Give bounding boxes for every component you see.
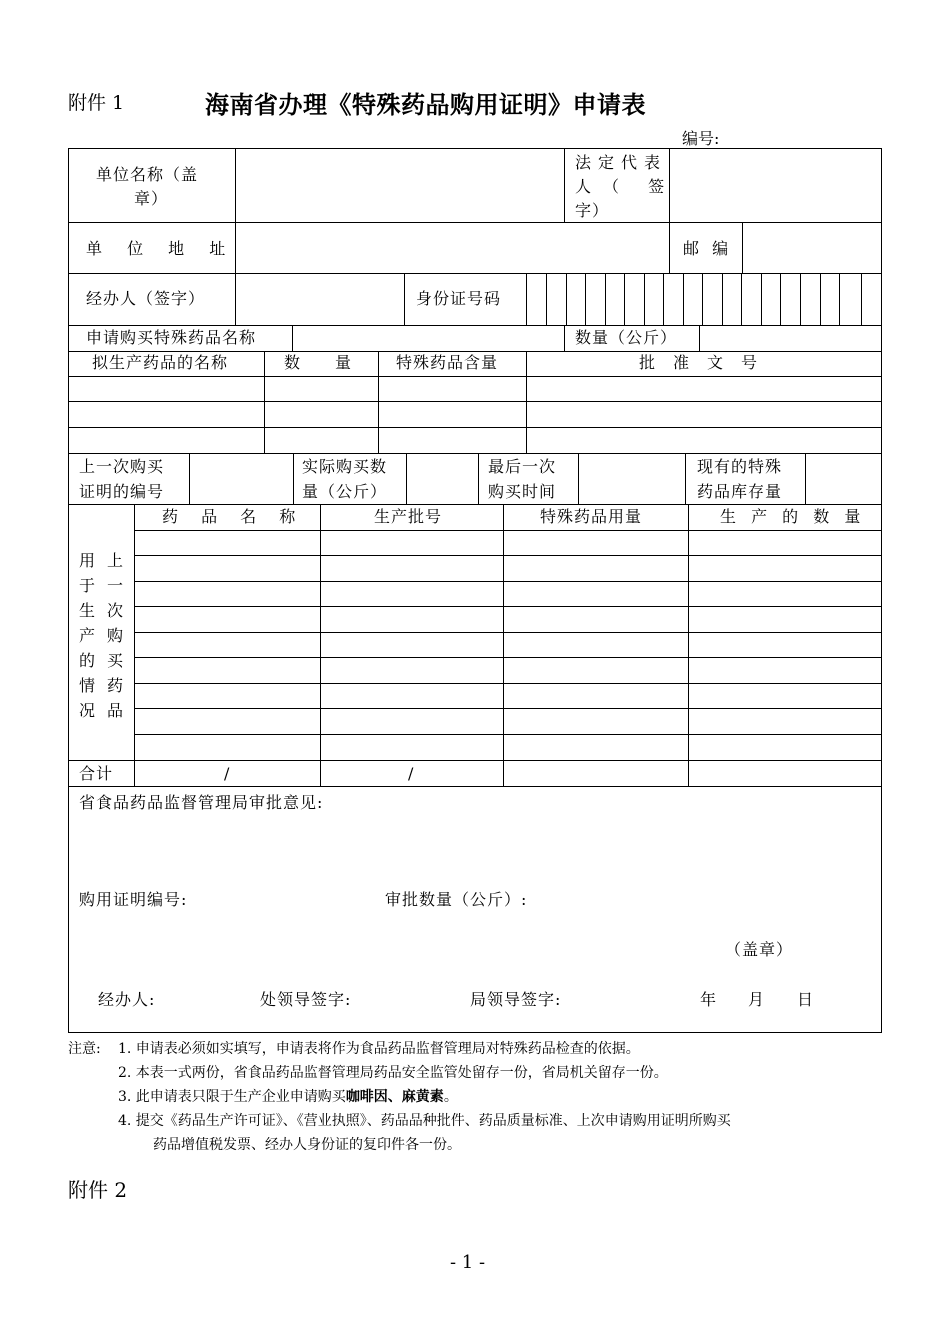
date-month-label: 月	[748, 990, 766, 1009]
total-label: 合计	[79, 764, 114, 783]
last-purchase-label-cont: 购买时间	[488, 482, 557, 501]
legal-rep-signature-field[interactable]	[670, 149, 881, 222]
approval-handler-label: 经办人:	[98, 990, 156, 1009]
notes-prefix: 注意:	[68, 1041, 101, 1057]
planned-product-name-header: 拟生产药品的名称	[92, 353, 229, 372]
note-item: 1. 申请表必须如实填写，申请表将作为食品药品监督管理局对特殊药品检查的依据。	[118, 1041, 640, 1057]
usage-side-label-cont: 上 一 次 购 买 药 品	[107, 551, 125, 720]
actual-qty-label: 实际购买数	[302, 457, 388, 476]
note-item-cont: 药品增值税发票、经办人身份证的复印件各一份。	[153, 1137, 461, 1153]
prev-cert-label-cont: 证明的编号	[79, 482, 165, 501]
unit-address-label: 单 位 地 址	[86, 239, 236, 258]
quantity-header: 数 量	[284, 353, 353, 372]
handler-signature-label: 经办人（签字）	[86, 289, 206, 308]
date-day-label: 日	[797, 990, 815, 1009]
page-number: - 1 -	[450, 1252, 486, 1273]
handler-signature-field[interactable]	[236, 274, 404, 325]
postcode-label: 邮 编	[683, 239, 733, 258]
usage-side-label: 用 于 生 产 的 情 况	[79, 551, 97, 720]
purchase-drug-name-field[interactable]	[293, 326, 564, 351]
quantity-kg-field[interactable]	[700, 326, 881, 351]
attachment-2-label: 附件 2	[68, 1178, 128, 1202]
bureau-leader-sign-label: 局领导签字:	[470, 990, 562, 1009]
prev-cert-label: 上一次购买	[79, 457, 165, 476]
cert-number-label: 购用证明编号:	[79, 890, 188, 909]
approved-qty-label: 审批数量（公斤）:	[385, 890, 528, 909]
note-bold-substances: 咖啡因、麻黄素	[345, 1089, 444, 1105]
note-item: 4. 提交《药品生产许可证》、《营业执照》、药品品种批件、药品质量标准、上次申请购用证明所购买	[118, 1113, 731, 1129]
approval-number-header: 批 准 文 号	[639, 353, 759, 372]
note-item: 3. 此申请表只限于生产企业申请购买咖啡因、麻黄素。	[118, 1089, 458, 1105]
seal-label: （盖章）	[725, 940, 794, 959]
stock-label: 现有的特殊	[697, 457, 783, 476]
attachment-label: 附件 1	[68, 92, 125, 114]
page-title: 海南省办理《特殊药品购用证明》申请表	[205, 91, 646, 119]
special-drug-usage-header: 特殊药品用量	[540, 507, 643, 526]
production-quantity-header: 生 产 的 数 量	[720, 507, 866, 526]
total-slash: /	[408, 764, 415, 783]
legal-rep-label: 法定代表	[575, 153, 668, 172]
drug-name-header: 药 品 名 称	[162, 507, 305, 526]
special-drug-content-header: 特殊药品含量	[396, 353, 499, 372]
unit-address-field[interactable]	[236, 223, 669, 273]
id-number-field[interactable]	[527, 274, 881, 325]
total-slash: /	[224, 764, 231, 783]
legal-rep-label-end: 字）	[575, 201, 610, 220]
unit-name-label: 单位名称（盖	[96, 165, 199, 184]
batch-number-header: 生产批号	[374, 507, 443, 526]
id-number-label: 身份证号码	[416, 289, 502, 308]
stock-label-cont: 药品库存量	[697, 482, 783, 501]
actual-qty-label-cont: 量（公斤）	[302, 482, 388, 501]
unit-name-field[interactable]	[236, 149, 564, 222]
approval-opinion-label: 省食品药品监督管理局审批意见:	[79, 793, 324, 812]
quantity-kg-label: 数量（公斤）	[575, 328, 678, 347]
legal-rep-label-cont: 人（ 签	[575, 177, 677, 196]
note-item: 2. 本表一式两份，省食品药品监督管理局药品安全监管处留存一份，省局机关留存一份。	[118, 1065, 668, 1081]
purchase-drug-name-label: 申请购买特殊药品名称	[86, 328, 257, 347]
postcode-field[interactable]	[743, 223, 881, 273]
serial-number-label: 编号:	[682, 129, 720, 148]
last-purchase-label: 最后一次	[488, 457, 557, 476]
date-year-label: 年	[700, 990, 718, 1009]
unit-name-label-cont: 章）	[134, 189, 169, 208]
division-leader-sign-label: 处领导签字:	[260, 990, 352, 1009]
